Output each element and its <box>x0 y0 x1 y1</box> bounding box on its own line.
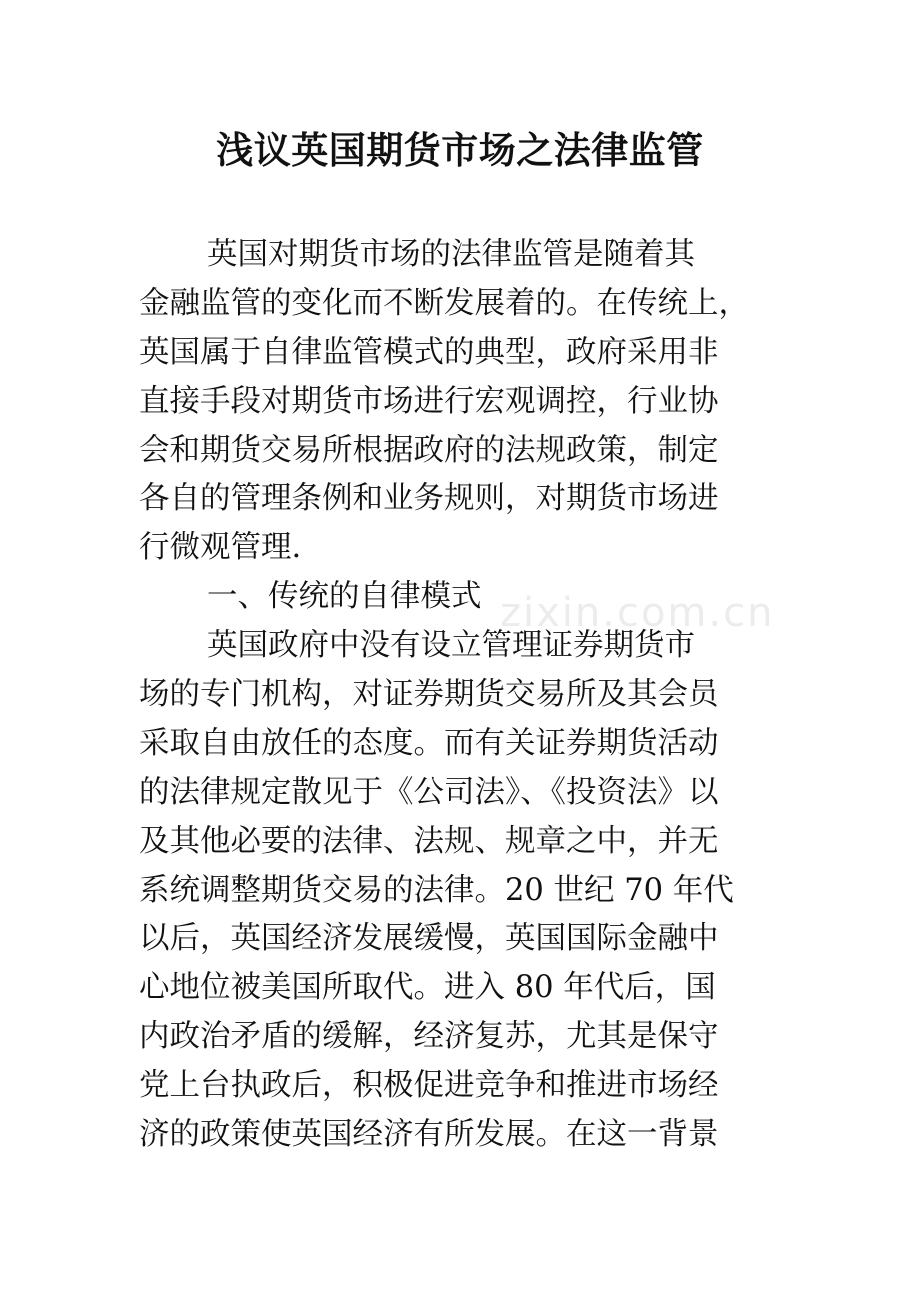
paragraph-line: 英国属于自律监管模式的典型，政府采用非 <box>139 334 719 370</box>
paragraph-line: 内政治矛盾的缓解，经济复苏，尤其是保守 <box>139 1019 719 1055</box>
paragraph-line: 行微观管理. <box>139 530 302 566</box>
paragraph-line: 及其他必要的法律、法规、规章之中，并无 <box>139 823 719 859</box>
paragraph-line: 直接手段对期货市场进行宏观调控，行业协 <box>139 383 719 419</box>
paragraph-line: 以后，英国经济发展缓慢，英国国际金融中 <box>139 921 719 957</box>
section-heading: 一、传统的自律模式 <box>207 579 482 615</box>
paragraph-line: 英国对期货市场的法律监管是随着其 <box>207 237 695 272</box>
paragraph-line: 济的政策使英国经济有所发展。在这一背景 <box>139 1117 719 1153</box>
paragraph-line: 系统调整期货交易的法律。20 世纪 70 年代 <box>139 872 734 908</box>
document-title: 浅议英国期货市场之法律监管 <box>216 128 704 172</box>
paragraph-line: 的法律规定散见于《公司法》、《投资法》以 <box>139 774 719 810</box>
document-body <box>139 231 784 1160</box>
paragraph-line: 场的专门机构，对证券期货交易所及其会员 <box>139 677 719 713</box>
paragraph-line: 采取自由放任的态度。而有关证券期货活动 <box>139 725 719 761</box>
paragraph-line: 心地位被美国所取代。进入 80 年代后，国 <box>139 970 716 1006</box>
paragraph-line: 英国政府中没有设立管理证券期货市 <box>207 628 695 664</box>
paragraph-line: 金融监管的变化而不断发展着的。在传统上， <box>139 285 749 321</box>
paragraph-line: 各自的管理条例和业务规则，对期货市场进 <box>139 481 719 517</box>
paragraph-line: 会和期货交易所根据政府的法规政策，制定 <box>139 432 719 468</box>
watermark: zixin.com.cn <box>500 590 775 636</box>
paragraph-line: 党上台执政后，积极促进竞争和推进市场经 <box>139 1068 719 1104</box>
